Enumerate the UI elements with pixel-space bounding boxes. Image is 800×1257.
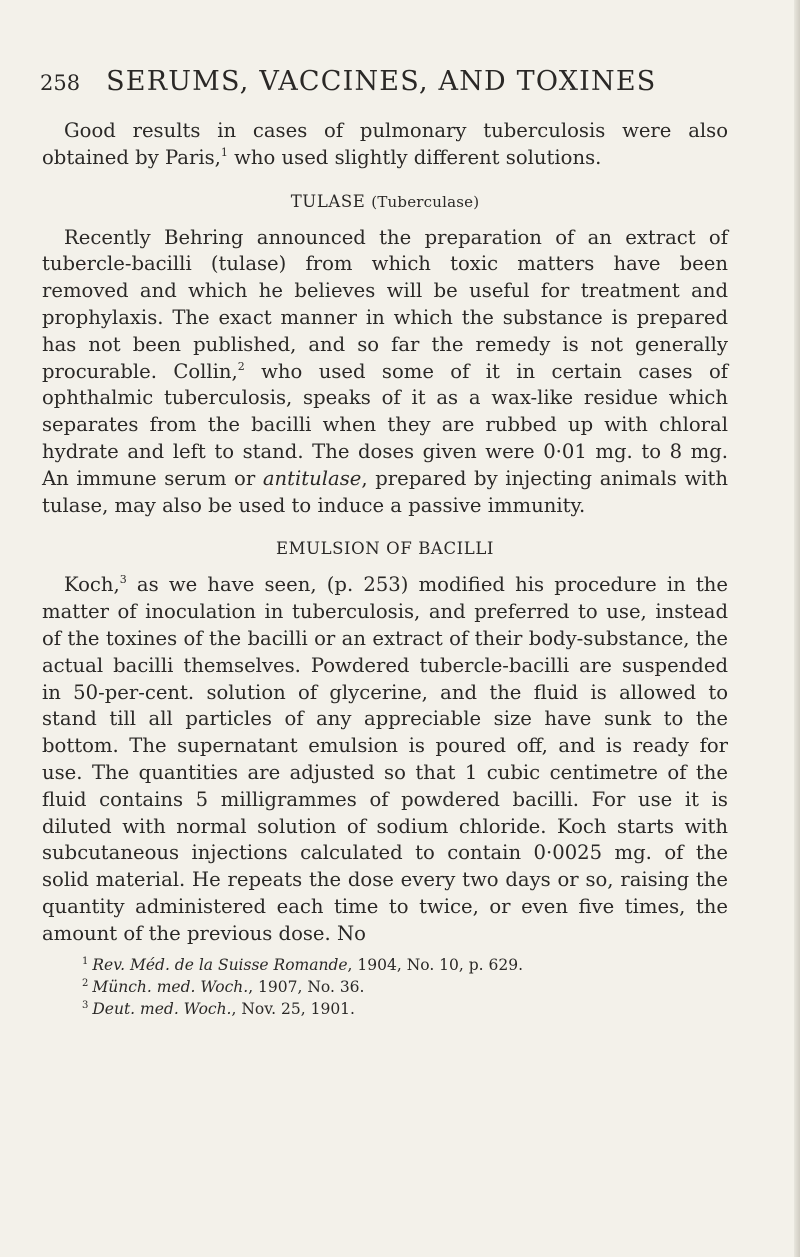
tulase-heading: TULASE (Tuberculase): [290, 191, 480, 211]
page-body: [42, 118, 728, 1020]
page-edge: [794, 0, 800, 1257]
running-title: SERUMS, VACCINES, AND TOXINES: [106, 66, 657, 97]
footnote: $^2$ Münch. med. Woch., 1907, No. 36.: [82, 977, 365, 996]
running-head: [40, 66, 720, 97]
intro-paragraph: Good results in cases of pulmonary tuberculosis were also obtained by Paris,$^1$ who used slightly different solutions.: [42, 119, 728, 169]
tulase-paragraph: Recently Behring announced the preparation of an extract of tubercle-bacilli (tulase) from which toxic matters have been removed and which he believes will be useful for treatment and prophylaxis. The exact manner in which the substance is prepared has not been published, and so far the remedy is not generally procurable. Collin,$^2$ who used some of it in certain cases of ophthalmic tuberculosis, speaks of it as a wax-like residue which separates from the bacilli when they are rubbed up with chloral hydrate and left to stand. The doses given were 0·01 mg. to 8 mg. An immune serum or antitulase, prepared by injecting animals with tulase, may also be used to induce a passive immunity.: [42, 225, 728, 517]
footnote-ref-2: 2: [237, 359, 245, 373]
footnotes: [42, 954, 728, 1020]
emulsion-paragraph: Koch,$^3$ as we have seen, (p. 253) modified his procedure in the matter of inoculation in tuberculosis, and preferred to use, instead of the toxines of the bacilli or an extract of their body-substance, the actual bacilli themselves. Powdered tubercle-bacilli are suspended in 50-per-cent. solution of glycerine, and the fluid is allowed to stand till all particles of any appreciable size have sunk to the bottom. The supernatant emulsion is poured off, and is ready for use. The quantities are adjusted so that 1 cubic centimetre of the fluid contains 5 milligrammes of powdered bacilli. For use it is diluted with normal solution of sodium chloride. Koch starts with subcutaneous injections calculated to contain 0·0025 mg. of the solid material. He repeats the dose every two days or so, raising the quantity administered each time to twice, or even five times, the amount of the previous dose. No: [42, 573, 728, 945]
footnote: $^1$ Rev. Méd. de la Suisse Romande, 1904, No. 10, p. 629.: [82, 955, 524, 974]
footnote-ref-3: 3: [119, 573, 127, 587]
emulsion-heading: EMULSION OF BACILLI: [275, 539, 495, 559]
footnote-ref-1: 1: [220, 145, 228, 159]
page-number: 258: [40, 71, 81, 95]
footnote: $^3$ Deut. med. Woch., Nov. 25, 1901.: [82, 999, 355, 1018]
